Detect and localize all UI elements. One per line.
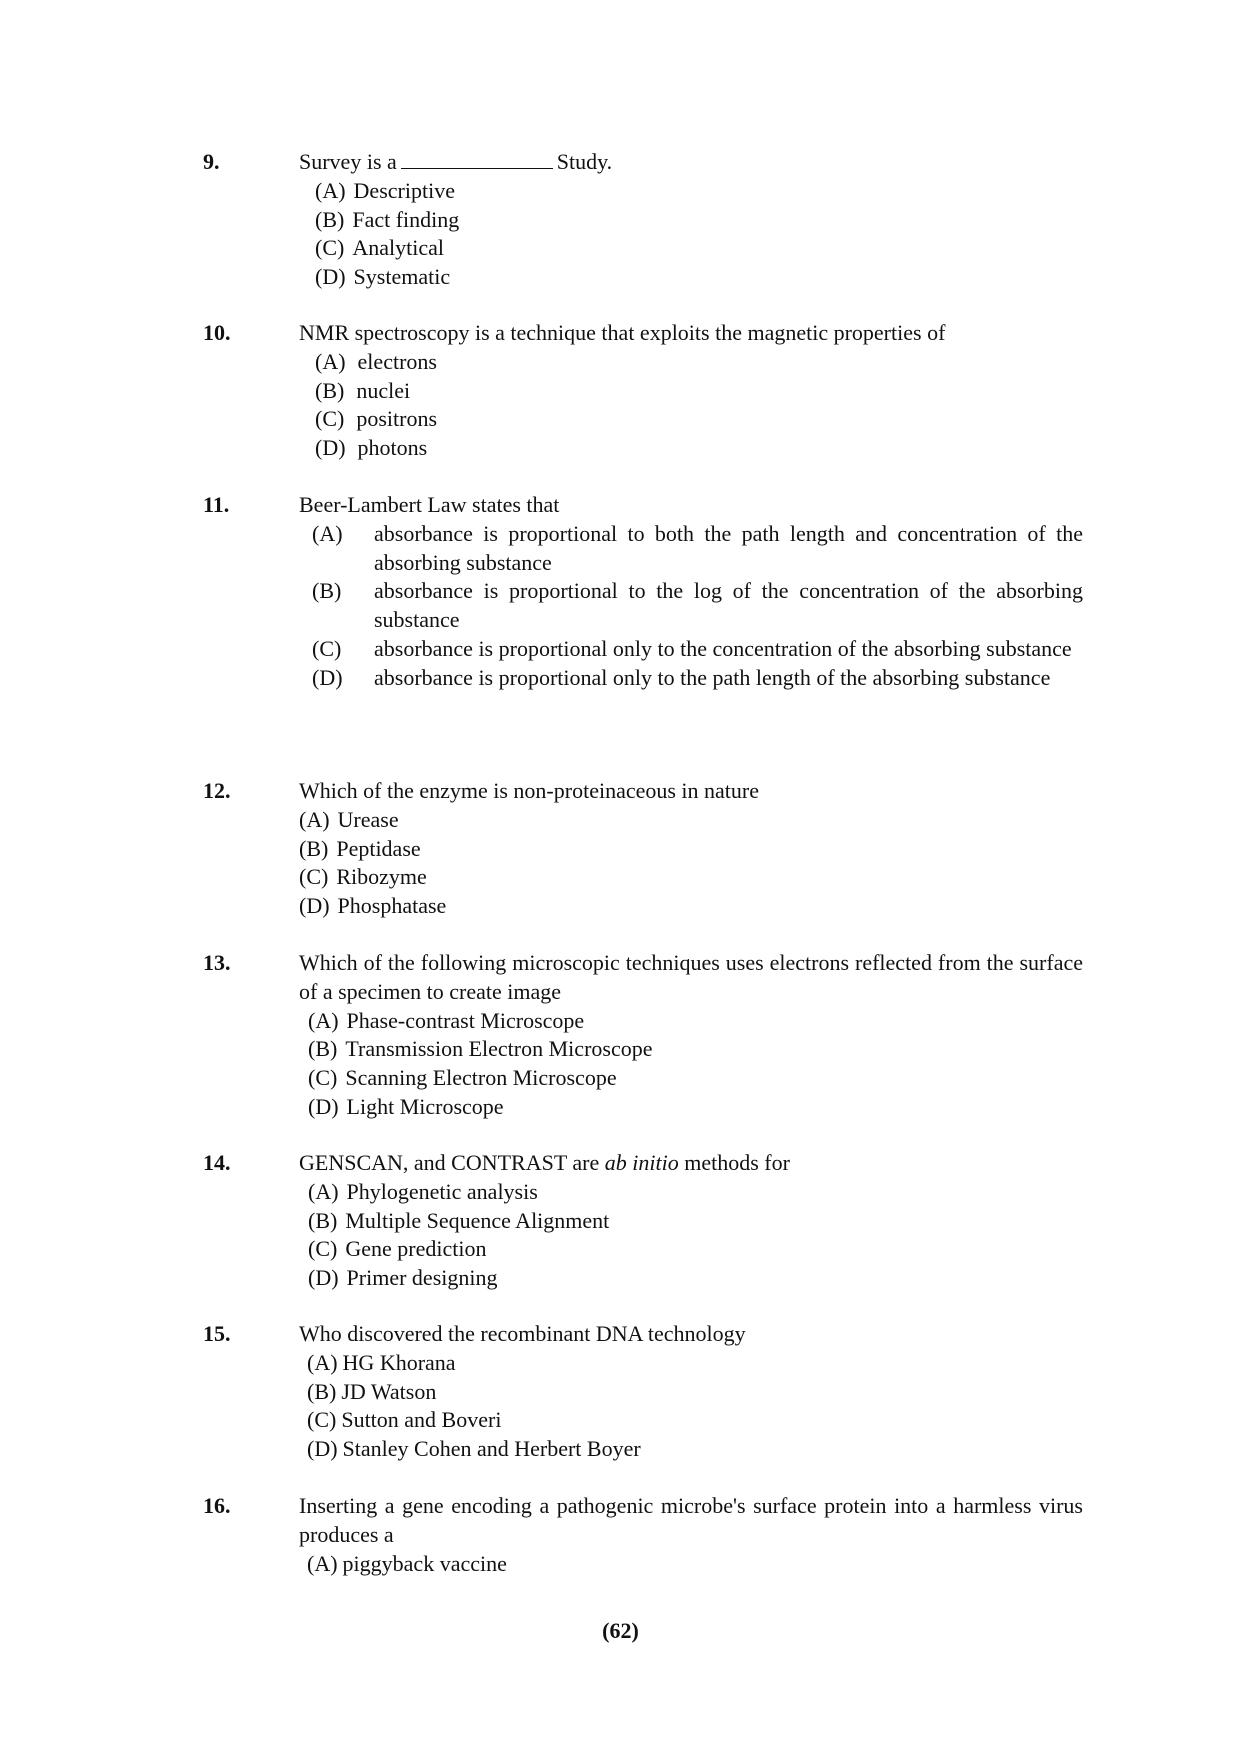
question-number: 15. (203, 1321, 231, 1346)
stem-italic-term: ab initio (604, 1150, 679, 1175)
question-body (299, 1149, 1083, 1293)
option-b (315, 377, 1083, 406)
option-text: Analytical (352, 235, 444, 261)
option-label: (C) (299, 864, 329, 890)
option-text: Transmission Electron Microscope (345, 1036, 653, 1062)
option-text: Ribozyme (336, 864, 427, 890)
option-label: (A) (308, 1178, 339, 1204)
option-text: Sutton and Boveri (341, 1407, 502, 1433)
option-text: Fact finding (352, 206, 460, 232)
options-list (299, 348, 1083, 463)
options-list (299, 177, 1083, 292)
option-a (315, 177, 1083, 206)
option-text: Stanley Cohen and Herbert Boyer (342, 1436, 641, 1462)
option-a (307, 1550, 1083, 1579)
option-text: nuclei (356, 377, 411, 403)
option-label: (B) (308, 1036, 338, 1062)
question-stem: NMR spectroscopy is a technique that exploits the magnetic properties of (299, 320, 946, 345)
option-c (315, 405, 1083, 434)
question-stem (299, 148, 1083, 177)
option-a (312, 520, 1083, 578)
option-label: (B) (315, 206, 345, 232)
option-label: (A) (299, 806, 330, 832)
question-body (299, 1320, 1083, 1464)
option-d (312, 664, 1083, 693)
question-number: 9. (203, 149, 220, 174)
option-text: absorbance is proportional only to the path length of the absorbing substance (374, 664, 1051, 690)
option-text: Peptidase (336, 835, 421, 861)
question-number: 11. (203, 492, 230, 517)
option-a (299, 806, 1083, 835)
option-text: positrons (356, 406, 438, 432)
option-text: Systematic (353, 264, 451, 290)
options-list (299, 520, 1083, 693)
option-text: JD Watson (341, 1378, 437, 1404)
option-label: (D) (312, 664, 343, 690)
option-text: piggyback vaccine (342, 1550, 507, 1576)
fill-in-blank (401, 150, 553, 169)
question-stem: Who discovered the recombinant DNA technology (299, 1321, 746, 1346)
option-c (307, 1406, 1083, 1435)
option-label: (C) (308, 1236, 338, 1262)
option-d (307, 1435, 1083, 1464)
option-text: Phase-contrast Microscope (346, 1007, 585, 1033)
option-a (307, 1349, 1083, 1378)
question-body (299, 777, 1083, 921)
stem-text-before: GENSCAN, and CONTRAST are (299, 1150, 600, 1175)
option-text: Urease (337, 806, 399, 832)
options-list (299, 806, 1083, 921)
option-a (308, 1178, 1083, 1207)
question-body (299, 949, 1083, 1122)
option-label: (A) (307, 1349, 338, 1375)
option-d (299, 892, 1083, 921)
option-label: (C) (307, 1407, 337, 1433)
option-b (308, 1035, 1083, 1064)
option-label: (B) (315, 377, 345, 403)
option-text: Primer designing (346, 1265, 498, 1291)
option-label: (A) (315, 348, 346, 374)
options-list (299, 1007, 1083, 1122)
option-text: Phosphatase (337, 893, 447, 919)
option-text: absorbance is proportional only to the concentration of the absorbing substance (374, 635, 1072, 661)
option-label: (C) (315, 235, 345, 261)
option-label: (B) (299, 835, 329, 861)
option-text: Gene prediction (345, 1236, 487, 1262)
option-d (315, 434, 1083, 463)
question-stem: Which of the following microscopic techniques uses electrons reflected from the surface of a specimen to create image (299, 950, 1083, 1004)
option-b (312, 577, 1083, 635)
question-stem: Beer-Lambert Law states that (299, 492, 560, 517)
question-number: 10. (203, 320, 231, 345)
option-label: (A) (308, 1007, 339, 1033)
options-list (299, 1550, 1083, 1579)
option-d (315, 263, 1083, 292)
option-label: (D) (307, 1436, 338, 1462)
option-label: (D) (315, 435, 346, 461)
option-text: Descriptive (353, 177, 455, 203)
option-label: (C) (315, 406, 345, 432)
option-text: absorbance is proportional to the log of the concentration of the absorbing substance (374, 578, 1083, 633)
option-b (308, 1207, 1083, 1236)
option-c (308, 1235, 1083, 1264)
stem-text-after: methods for (684, 1150, 790, 1175)
option-text: photons (357, 435, 428, 461)
option-label: (A) (307, 1550, 338, 1576)
stem-text-before: Survey is a (299, 149, 397, 174)
option-c (299, 863, 1083, 892)
question-body (299, 319, 1083, 463)
question-stem: Which of the enzyme is non-proteinaceous in nature (299, 778, 760, 803)
option-c (315, 234, 1083, 263)
page-number: (62) (602, 1618, 639, 1643)
question-number: 14. (203, 1150, 231, 1175)
question-number: 13. (203, 950, 231, 975)
option-text: Light Microscope (346, 1093, 504, 1119)
option-label: (B) (307, 1378, 337, 1404)
question-stem (299, 1149, 1083, 1178)
stem-text-after: Study. (556, 149, 613, 174)
question-stem: Inserting a gene encoding a pathogenic microbe's surface protein into a harmless virus produces a (299, 1493, 1083, 1547)
question-body (299, 148, 1083, 292)
option-a (308, 1007, 1083, 1036)
option-text: absorbance is proportional to both the path length and concentration of the absorbing substance (374, 520, 1083, 575)
option-label: (B) (312, 578, 342, 604)
option-d (308, 1264, 1083, 1293)
option-label: (C) (308, 1065, 338, 1091)
option-b (299, 835, 1083, 864)
option-label: (A) (315, 177, 346, 203)
option-d (308, 1093, 1083, 1122)
options-list (299, 1178, 1083, 1293)
options-list (299, 1349, 1083, 1464)
option-label: (C) (312, 635, 342, 661)
question-number: 16. (203, 1493, 231, 1518)
option-text: Scanning Electron Microscope (345, 1065, 617, 1091)
option-b (315, 206, 1083, 235)
option-label: (A) (312, 520, 343, 546)
question-number: 12. (203, 778, 231, 803)
option-text: Multiple Sequence Alignment (345, 1207, 610, 1233)
option-text: electrons (357, 348, 437, 374)
option-b (307, 1378, 1083, 1407)
question-body (299, 491, 1083, 693)
option-label: (D) (315, 264, 346, 290)
option-text: HG Khorana (342, 1349, 456, 1375)
option-c (308, 1064, 1083, 1093)
option-label: (D) (308, 1265, 339, 1291)
question-body (299, 1492, 1083, 1578)
option-a (315, 348, 1083, 377)
option-c (312, 635, 1083, 664)
option-text: Phylogenetic analysis (346, 1178, 538, 1204)
option-label: (D) (299, 893, 330, 919)
option-label: (B) (308, 1207, 338, 1233)
option-label: (D) (308, 1093, 339, 1119)
